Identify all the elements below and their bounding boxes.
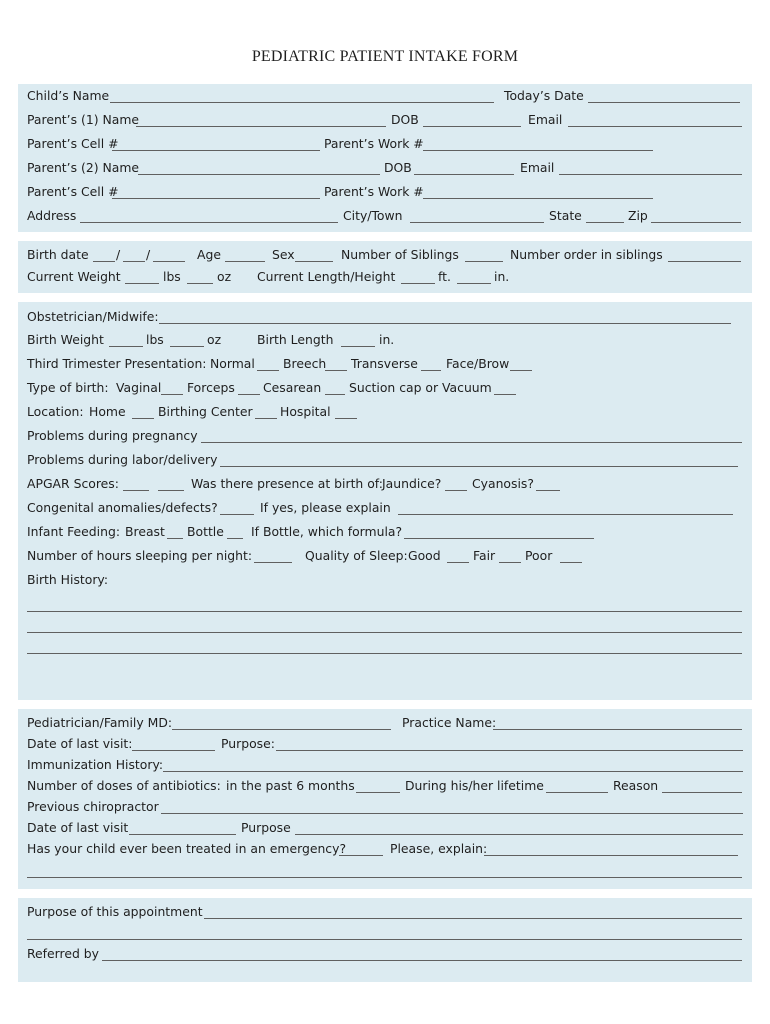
birth-weight-lbs-unit: lbs — [146, 332, 164, 347]
chiro-last-visit-field[interactable] — [129, 834, 236, 835]
jaundice-label: Jaundice? — [382, 476, 442, 491]
parent2-email-label: Email — [520, 160, 555, 175]
section-medical-history — [18, 709, 752, 889]
feeding-breast-field[interactable] — [167, 538, 183, 539]
appointment-purpose-line-2[interactable] — [27, 919, 742, 940]
parent1-email-label: Email — [528, 112, 563, 127]
birth-suction-field[interactable] — [494, 394, 516, 395]
immunization-label: Immunization History: — [27, 757, 164, 772]
hours-sleeping-field[interactable] — [254, 562, 292, 563]
birth-cesarean-label: Cesarean — [263, 380, 322, 395]
parent2-cell-field[interactable] — [112, 198, 320, 199]
birth-suction-label: Suction cap or Vacuum — [349, 380, 492, 395]
address-field[interactable] — [80, 222, 338, 223]
jaundice-field[interactable] — [445, 490, 467, 491]
birth-cesarean-field[interactable] — [325, 394, 345, 395]
zip-label: Zip — [628, 208, 648, 223]
child-name-field[interactable] — [110, 102, 494, 103]
birth-vaginal-field[interactable] — [161, 394, 183, 395]
emergency-explain-line-2[interactable] — [27, 857, 742, 878]
birth-history-label: Birth History: — [27, 572, 109, 587]
presentation-transverse-label: Transverse — [351, 356, 418, 371]
birth-history-line-2[interactable] — [27, 612, 742, 633]
birth-date-day-field[interactable] — [123, 261, 145, 262]
length-ft-field[interactable] — [401, 283, 435, 284]
birth-weight-oz-unit: oz — [207, 332, 222, 347]
chiro-last-visit-label: Date of last visit — [27, 820, 129, 835]
birth-date-month-field[interactable] — [93, 261, 115, 262]
presentation-transverse-field[interactable] — [421, 370, 441, 371]
sex-label: Sex — [272, 247, 295, 262]
address-label: Address — [27, 208, 77, 223]
pediatrician-field[interactable] — [172, 729, 391, 730]
birth-history-line-3[interactable] — [27, 633, 742, 654]
referred-by-label: Referred by — [27, 946, 99, 961]
parent2-dob-field[interactable] — [414, 174, 514, 175]
congenital-field[interactable] — [220, 514, 254, 515]
if-yes-explain-label: If yes, please explain — [260, 500, 391, 515]
parent2-dob-label: DOB — [384, 160, 412, 175]
age-label: Age — [197, 247, 221, 262]
current-length-label: Current Length/Height — [257, 269, 396, 284]
parent2-work-label: Parent’s Work # — [324, 184, 424, 199]
state-label: State — [549, 208, 582, 223]
type-of-birth-label: Type of birth: — [27, 380, 109, 395]
sleep-fair-field[interactable] — [499, 562, 521, 563]
parent2-name-field[interactable] — [138, 174, 380, 175]
birth-weight-lbs-field[interactable] — [109, 346, 143, 347]
presentation-breech-label: Breech — [283, 356, 327, 371]
which-formula-field[interactable] — [404, 538, 594, 539]
apgar-score-1-field[interactable] — [123, 490, 149, 491]
birth-date-label: Birth date — [27, 247, 89, 262]
practice-name-field[interactable] — [493, 729, 742, 730]
siblings-field[interactable] — [465, 261, 503, 262]
presentation-normal-label: Normal — [210, 356, 255, 371]
referred-by-field[interactable] — [102, 960, 742, 961]
apgar-score-2-field[interactable] — [158, 490, 184, 491]
hours-sleeping-label: Number of hours sleeping per night: — [27, 548, 253, 563]
sleep-poor-label: Poor — [525, 548, 553, 563]
sleep-good-field[interactable] — [447, 562, 469, 563]
parent2-name-label: Parent’s (2) Name — [27, 160, 140, 175]
feeding-bottle-label: Bottle — [187, 524, 224, 539]
location-home-field[interactable] — [132, 418, 154, 419]
birth-forceps-label: Forceps — [187, 380, 235, 395]
parent1-work-label: Parent’s Work # — [324, 136, 424, 151]
parent1-name-label: Parent’s (1) Name — [27, 112, 140, 127]
quality-sleep-label: Quality of Sleep: — [305, 548, 408, 563]
birth-forceps-field[interactable] — [238, 394, 260, 395]
problems-labor-label: Problems during labor/delivery — [27, 452, 218, 467]
problems-labor-field[interactable] — [220, 466, 738, 467]
weight-lbs-unit: lbs — [163, 269, 181, 284]
emergency-label: Has your child ever been treated in an emergency? — [27, 841, 347, 856]
apgar-label: APGAR Scores: — [27, 476, 119, 491]
presentation-normal-field[interactable] — [257, 370, 279, 371]
current-weight-label: Current Weight — [27, 269, 121, 284]
parent2-email-field[interactable] — [559, 174, 742, 175]
parent1-dob-label: DOB — [391, 112, 419, 127]
pediatrician-label: Pediatrician/Family MD: — [27, 715, 173, 730]
location-hospital-label: Hospital — [280, 404, 331, 419]
parent1-dob-field[interactable] — [423, 126, 521, 127]
length-ft-unit: ft. — [438, 269, 451, 284]
problems-pregnancy-label: Problems during pregnancy — [27, 428, 198, 443]
presentation-label: Third Trimester Presentation: — [27, 356, 207, 371]
presentation-facebrow-label: Face/Brow — [446, 356, 510, 371]
last-visit-field[interactable] — [132, 750, 215, 751]
last-visit-purpose-field[interactable] — [276, 750, 743, 751]
weight-oz-field[interactable] — [187, 283, 213, 284]
emergency-explain-label: Please, explain: — [390, 841, 488, 856]
parent1-work-field[interactable] — [423, 150, 653, 151]
birth-length-unit: in. — [379, 332, 395, 347]
feeding-bottle-field[interactable] — [227, 538, 243, 539]
presentation-facebrow-field[interactable] — [510, 370, 532, 371]
antibiotics-reason-field[interactable] — [662, 792, 742, 793]
length-in-field[interactable] — [457, 283, 491, 284]
sleep-poor-field[interactable] — [560, 562, 582, 563]
age-field[interactable] — [225, 261, 265, 262]
last-visit-purpose-label: Purpose: — [221, 736, 275, 751]
birth-vaginal-label: Vaginal — [116, 380, 162, 395]
location-label: Location: — [27, 404, 84, 419]
location-birthing-center-label: Birthing Center — [158, 404, 253, 419]
parent1-name-field[interactable] — [136, 126, 386, 127]
sex-field[interactable] — [295, 261, 333, 262]
section-birth-history — [18, 302, 752, 700]
sibling-order-label: Number order in siblings — [510, 247, 663, 262]
birth-weight-oz-field[interactable] — [170, 346, 204, 347]
date-slash-1: / — [116, 247, 121, 262]
antibiotics-lifetime-field[interactable] — [546, 792, 608, 793]
appointment-purpose-label: Purpose of this appointment — [27, 904, 203, 919]
location-home-label: Home — [89, 404, 126, 419]
length-in-unit: in. — [494, 269, 510, 284]
city-label: City/Town — [343, 208, 403, 223]
zip-field[interactable] — [651, 222, 741, 223]
todays-date-field[interactable] — [588, 102, 740, 103]
section-appointment — [18, 898, 752, 982]
chiro-purpose-label: Purpose — [241, 820, 291, 835]
date-slash-2: / — [146, 247, 151, 262]
todays-date-label: Today’s Date — [504, 88, 584, 103]
cyanosis-label: Cyanosis? — [472, 476, 534, 491]
antibiotics-6months-field[interactable] — [356, 792, 400, 793]
child-name-label: Child’s Name — [27, 88, 110, 103]
which-formula-label: If Bottle, which formula? — [251, 524, 403, 539]
state-field[interactable] — [586, 222, 624, 223]
parent2-work-field[interactable] — [423, 198, 653, 199]
antibiotics-label: Number of doses of antibiotics: — [27, 778, 221, 793]
last-visit-label: Date of last visit: — [27, 736, 133, 751]
presentation-breech-field[interactable] — [325, 370, 347, 371]
antibiotics-6months-label: in the past 6 months — [226, 778, 355, 793]
chiro-purpose-field[interactable] — [295, 834, 743, 835]
sibling-order-field[interactable] — [668, 261, 741, 262]
antibiotics-reason-label: Reason — [613, 778, 659, 793]
parent1-cell-label: Parent’s Cell # — [27, 136, 119, 151]
siblings-label: Number of Siblings — [341, 247, 459, 262]
city-field[interactable] — [410, 222, 544, 223]
location-hospital-field[interactable] — [335, 418, 357, 419]
immunization-field[interactable] — [163, 771, 743, 772]
obstetrician-label: Obstetrician/Midwife: — [27, 309, 159, 324]
presence-question-label: Was there presence at birth of: — [191, 476, 383, 491]
congenital-label: Congenital anomalies/defects? — [27, 500, 218, 515]
obstetrician-field[interactable] — [159, 323, 731, 324]
location-birthing-center-field[interactable] — [255, 418, 277, 419]
prev-chiropractor-label: Previous chiropractor — [27, 799, 159, 814]
prev-chiropractor-field[interactable] — [161, 813, 743, 814]
form-title: PEDIATRIC PATIENT INTAKE FORM — [251, 48, 519, 65]
sleep-good-label: Good — [408, 548, 441, 563]
parent2-cell-label: Parent’s Cell # — [27, 184, 119, 199]
feeding-breast-label: Breast — [125, 524, 165, 539]
section-contact-info — [18, 84, 752, 232]
birth-date-year-field[interactable] — [153, 261, 185, 262]
weight-lbs-field[interactable] — [125, 283, 159, 284]
birth-history-line-1[interactable] — [27, 591, 742, 612]
birth-weight-label: Birth Weight — [27, 332, 104, 347]
parent1-email-field[interactable] — [568, 126, 742, 127]
birth-length-field[interactable] — [341, 346, 375, 347]
problems-pregnancy-field[interactable] — [201, 442, 742, 443]
parent1-cell-field[interactable] — [112, 150, 320, 151]
sleep-fair-label: Fair — [473, 548, 496, 563]
cyanosis-field[interactable] — [536, 490, 560, 491]
section-vitals — [18, 241, 752, 293]
emergency-field[interactable] — [339, 855, 383, 856]
emergency-explain-field[interactable] — [484, 855, 738, 856]
antibiotics-lifetime-label: During his/her lifetime — [405, 778, 544, 793]
infant-feeding-label: Infant Feeding: — [27, 524, 121, 539]
practice-name-label: Practice Name: — [402, 715, 497, 730]
weight-oz-unit: oz — [217, 269, 232, 284]
birth-length-label: Birth Length — [257, 332, 334, 347]
congenital-explain-field[interactable] — [398, 514, 733, 515]
